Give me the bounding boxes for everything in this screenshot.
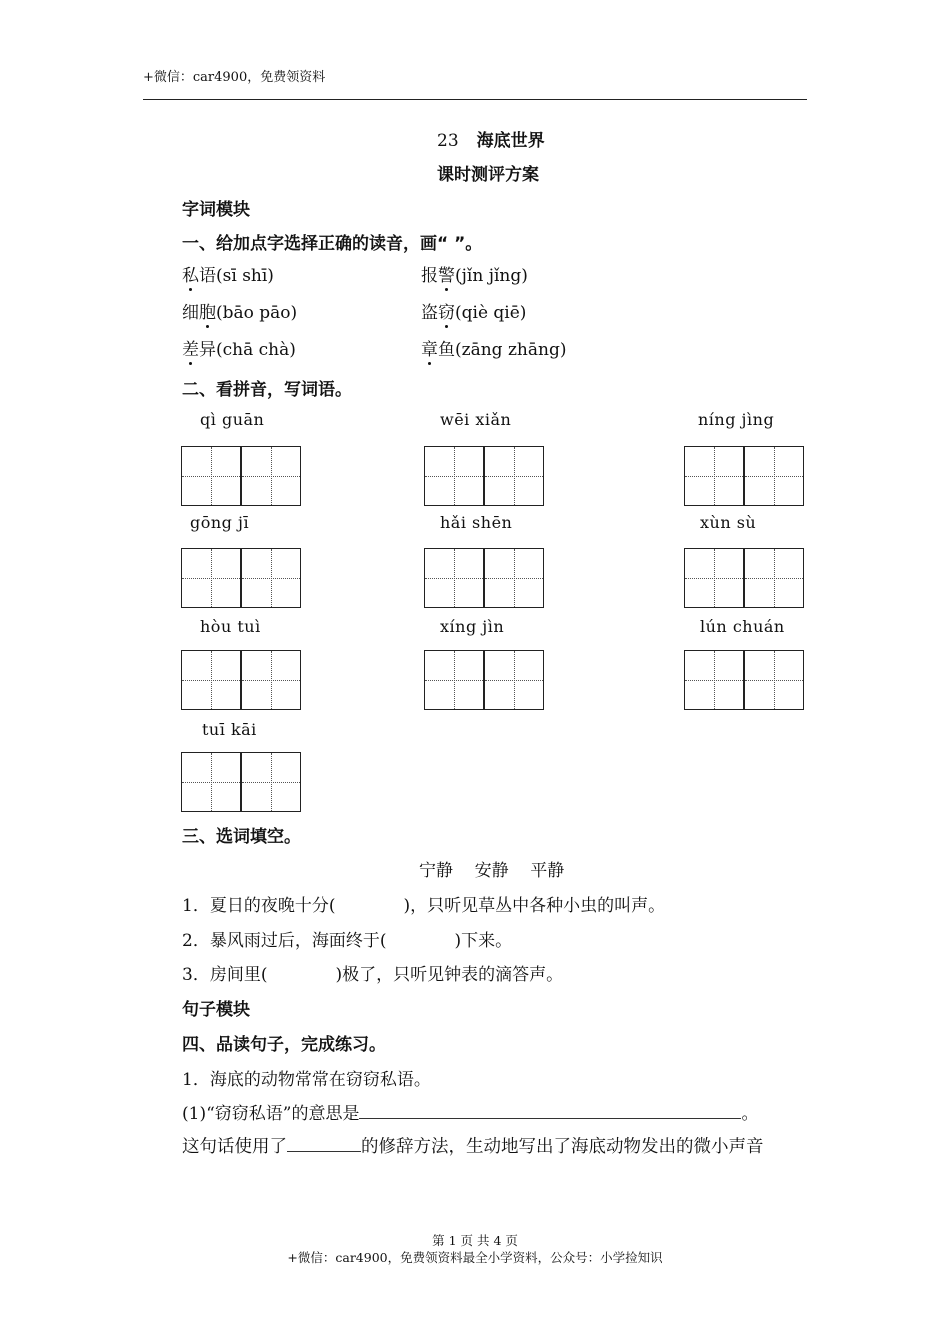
writing-grid[interactable]	[484, 446, 544, 506]
pinyin-label: hòu tuì	[200, 617, 261, 636]
writing-grid[interactable]	[484, 548, 544, 608]
answer-line[interactable]	[359, 1117, 741, 1119]
answer-line[interactable]	[287, 1150, 361, 1152]
writing-grid[interactable]	[744, 650, 804, 710]
writing-grid[interactable]	[744, 446, 804, 506]
q4-heading: 四、品读句子，完成练习。	[182, 1035, 386, 1055]
footer-note: +微信：car4900，免费领资料最全小学资料，公众号：小学捡知识	[287, 1250, 663, 1265]
q1-item-4: 盗窃(qiè qiē)	[421, 298, 526, 323]
pinyin-label: xùn sù	[700, 513, 757, 532]
q3-item-2: 2．暴风雨过后，海面终于( )下来。	[182, 931, 513, 951]
dotted-char: 差	[182, 335, 199, 360]
lesson-title	[437, 126, 545, 151]
writing-grid[interactable]	[241, 548, 301, 608]
pinyin-label: qì guān	[200, 410, 265, 429]
q1-item-2: 报警(jǐn jǐng)	[421, 261, 528, 286]
module-sentences: 句子模块	[182, 1000, 250, 1020]
writing-grid[interactable]	[424, 446, 484, 506]
module-vocabulary: 字词模块	[182, 200, 250, 220]
dotted-char: 警	[438, 261, 455, 286]
lesson-subtitle: 课时测评方案	[437, 165, 539, 185]
writing-grid[interactable]	[484, 650, 544, 710]
header-note: +微信：car4900，免费领资料	[143, 70, 326, 85]
pinyin-label: wēi xiǎn	[440, 410, 512, 429]
dotted-char: 胞	[199, 298, 216, 323]
dotted-char: 窃	[438, 298, 455, 323]
writing-grid[interactable]	[744, 548, 804, 608]
q4-line2: 这句话使用了 的修辞方法，生动地写出了海底动物发出的微小声音	[182, 1137, 764, 1157]
dotted-char: 章	[421, 335, 438, 360]
dotted-char: 私	[182, 261, 199, 286]
lesson-name: 海底世界	[476, 131, 545, 151]
q3-item-1: 1．夏日的夜晚十分( )，只听见草丛中各种小虫的叫声。	[182, 896, 666, 916]
q3-heading: 三、选词填空。	[182, 827, 301, 847]
writing-grid[interactable]	[181, 548, 241, 608]
writing-grid[interactable]	[241, 650, 301, 710]
pinyin-label: lún chuán	[700, 617, 785, 636]
writing-grid[interactable]	[181, 650, 241, 710]
q1-item-5: 差异(chā chà)	[182, 335, 296, 360]
pinyin-label: hǎi shēn	[440, 513, 513, 532]
writing-grid[interactable]	[684, 548, 744, 608]
page-number: 第 1 页 共 4 页	[432, 1233, 518, 1248]
writing-grid[interactable]	[181, 752, 241, 812]
q3-word-bank: 宁静 安静 平静	[419, 861, 565, 881]
writing-grid[interactable]	[241, 446, 301, 506]
q1-item-6: 章鱼(zāng zhāng)	[421, 335, 566, 360]
q4-sub1: (1)“窃窃私语”的意思是 。	[182, 1104, 759, 1124]
writing-grid[interactable]	[684, 446, 744, 506]
pinyin-label: gōng jī	[190, 513, 250, 532]
writing-grid[interactable]	[684, 650, 744, 710]
pinyin-label: xíng jìn	[440, 617, 505, 636]
pinyin-label: tuī kāi	[202, 720, 257, 739]
writing-grid[interactable]	[181, 446, 241, 506]
writing-grid[interactable]	[424, 548, 484, 608]
q3-item-3: 3．房间里( )极了，只听见钟表的滴答声。	[182, 965, 564, 985]
writing-grid[interactable]	[424, 650, 484, 710]
lesson-number: 23	[437, 131, 459, 151]
q2-heading: 二、看拼音，写词语。	[182, 380, 352, 400]
header-divider	[143, 99, 807, 100]
q4-sentence: 1．海底的动物常常在窃窃私语。	[182, 1070, 431, 1090]
q1-item-1: 私语(sī shī)	[182, 261, 274, 286]
q1-item-3: 细胞(bāo pāo)	[182, 298, 297, 323]
q1-heading: 一、给加点字选择正确的读音，画“ ”。	[182, 234, 483, 254]
writing-grid[interactable]	[241, 752, 301, 812]
pinyin-label: níng jìng	[698, 410, 775, 429]
